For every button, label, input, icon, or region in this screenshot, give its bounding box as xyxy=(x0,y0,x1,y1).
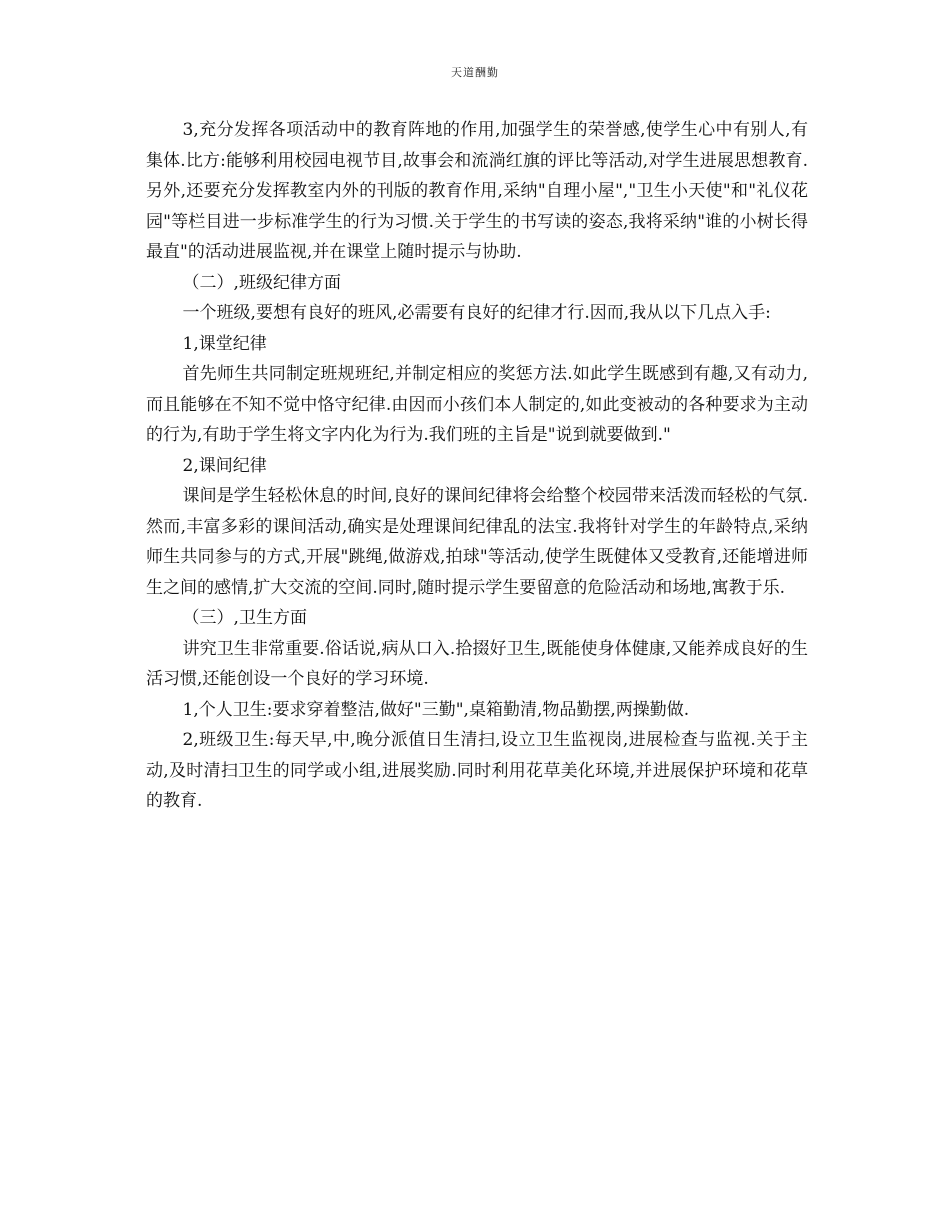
subheading-classroom-discipline: 1,课堂纪律 xyxy=(182,333,267,354)
paragraph-personal-hygiene: 1,个人卫生:要求穿着整洁,做好"三勤",桌箱勤清,物品勤摆,两操勤做. xyxy=(182,699,690,720)
section-heading-hygiene: （三）,卫生方面 xyxy=(182,608,307,628)
paragraph-discipline-intro: 一个班级,要想有良好的班风,必需要有良好的纪律才行.因而,我从以下几点入手: xyxy=(182,303,771,323)
paragraph-hygiene-intro: 讲究卫生非常重要.俗话说,病从口入.拾掇好卫生,既能使身体健康,又能养成良好的生活习惯,还能创设一个良好的学习环境. xyxy=(146,638,808,689)
document-body xyxy=(146,115,808,817)
section-heading-discipline: （二）,班级纪律方面 xyxy=(182,272,341,293)
paragraph-activities: 3,充分发挥各项活动中的教育阵地的作用,加强学生的荣誉感,使学生心中有别人,有集体.比方:能够利用校园电视节目,故事会和流淌红旗的评比等活动,对学生进展思想教育.另外,还要充分发挥教室内外的刊版的教育作用,采纳"自理小屋","卫生小天使"和"礼仪花园"等栏目进一步标准学生的行为习惯.关于学生的书写读的姿态,我将采纳"谁的小树长得最直"的活动进展监视,并在课堂上随时提示与协助. xyxy=(146,120,808,262)
paragraph-class-hygiene: 2,班级卫生:每天早,中,晚分派值日生清扫,设立卫生监视岗,进展检查与监视.关于主动,及时清扫卫生的同学或小组,进展奖励.同时利用花草美化环境,并进展保护环境和花草的教育. xyxy=(146,730,808,811)
paragraph-classroom-discipline: 首先师生共同制定班规班纪,并制定相应的奖惩方法.如此学生既感到有趣,又有动力,而且能够在不知不觉中恪守纪律.由因而小孩们本人制定的,如此变被动的各种要求为主动的行为,有助于学生将文字内化为行为.我们班的主旨是"说到就要做到." xyxy=(146,364,808,445)
page-header: 天道酬勤 xyxy=(451,66,499,79)
paragraph-break-discipline: 课间是学生轻松休息的时间,良好的课间纪律将会给整个校园带来活泼而轻松的气氛.然而,丰富多彩的课间活动,确实是处理课间纪律乱的法宝.我将针对学生的年龄特点,采纳师生共同参与的方式,开展"跳绳,做游戏,拍球"等活动,使学生既健体又受教育,还能增进师生之间的感情,扩大交流的空间.同时,随时提示学生要留意的危险活动和场地,寓教于乐. xyxy=(146,486,808,598)
subheading-break-discipline: 2,课间纪律 xyxy=(182,455,267,476)
